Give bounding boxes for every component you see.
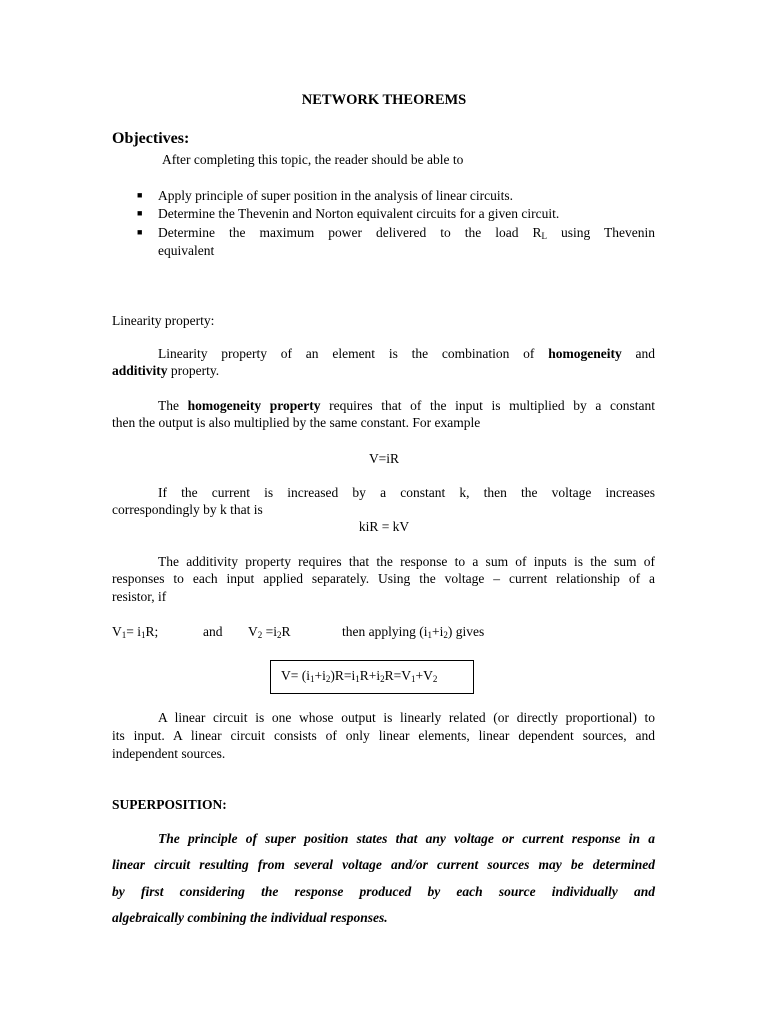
additivity-paragraph-line: The additivity property requires that the response to a sum of inputs is the sum of <box>158 554 655 569</box>
boxed-equation-text: $V= (i_1+i_2)R=i_1R+i_2R=V_1+V_2$ <box>281 668 438 684</box>
bullet-icon: ■ <box>137 190 143 200</box>
linear-circuit-paragraph-line: its input. A linear circuit consists of only linear elements, linear dependent sources, and <box>112 728 655 743</box>
objectives-heading: Objectives: <box>112 130 190 147</box>
equation-v2: $V_2 =i_2R$ <box>248 624 291 640</box>
equation-and: and <box>203 624 223 639</box>
objectives-intro: After completing this topic, the reader should be able to <box>162 152 464 167</box>
superposition-definition-line: algebraically combining the individual responses. <box>112 910 388 925</box>
equation-then: then applying $(i_1+i_2)$ gives <box>342 624 485 640</box>
equation-kir: kiR = kV <box>358 519 410 534</box>
page-title: NETWORK THEOREMS <box>301 92 467 108</box>
linearity-paragraph-line: Linearity property of an element is the combination of homogeneity and <box>158 346 655 361</box>
additivity-paragraph-line: responses to each input applied separately. Using the voltage – current relationship of a <box>112 571 655 586</box>
linearity-heading: Linearity property: <box>112 313 215 328</box>
scaling-paragraph-line: If the current is increased by a constant k, then the voltage increases <box>158 485 655 500</box>
boxed-equation <box>270 660 474 694</box>
objective-item: Determine the Thevenin and Norton equivalent circuits for a given circuit. <box>158 206 560 221</box>
bullet-icon: ■ <box>137 227 143 237</box>
superposition-heading: SUPERPOSITION: <box>112 797 227 812</box>
scaling-paragraph-line: correspondingly by k that is <box>112 502 263 517</box>
objective-item: Determine the maximum power delivered to the load $R_L$ using Thevenin <box>158 225 655 241</box>
objective-item: Apply principle of super position in the analysis of linear circuits. <box>158 188 514 203</box>
linear-circuit-paragraph-line: independent sources. <box>112 746 226 761</box>
superposition-definition-line: linear circuit resulting from several voltage and/or current sources may be determined <box>112 857 655 872</box>
superposition-definition-line: by first considering the response produced by each source individually and <box>112 884 655 899</box>
homogeneity-paragraph-line: The homogeneity property requires that of the input is multiplied by a constant <box>158 398 655 413</box>
equation-v1: $V_1= i_1R$; <box>112 624 159 640</box>
additivity-paragraph-line: resistor, if <box>112 589 167 604</box>
homogeneity-paragraph-line: then the output is also multiplied by the same constant. For example <box>112 415 481 430</box>
equation-v-ir: V=iR <box>368 451 400 466</box>
linear-circuit-paragraph-line: A linear circuit is one whose output is linearly related (or directly proportional) to <box>158 710 655 725</box>
bullet-icon: ■ <box>137 208 143 218</box>
linearity-paragraph-line: additivity property. <box>112 363 220 378</box>
superposition-definition-line: The principle of super position states that any voltage or current response in a <box>158 831 655 846</box>
objective-item-continuation: equivalent <box>158 243 215 258</box>
